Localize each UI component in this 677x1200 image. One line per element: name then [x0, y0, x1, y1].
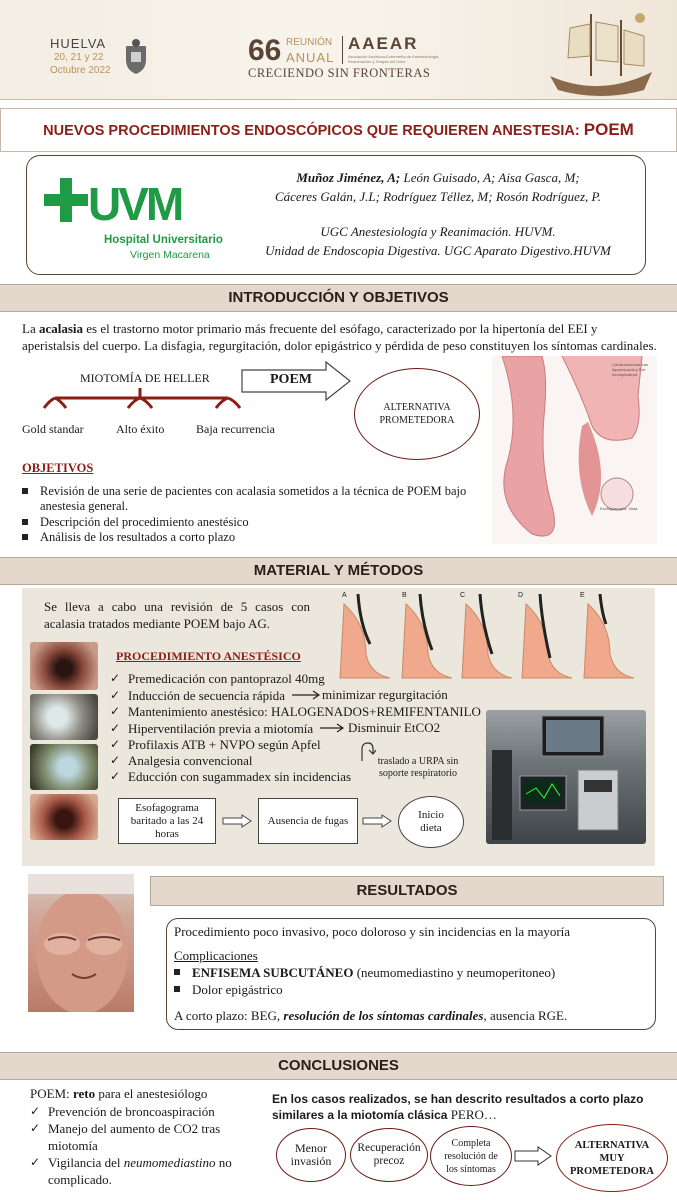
authors-line1-rest: León Guisado, A; Aisa Gasca, M;: [400, 170, 580, 185]
complication-1-rest: (neumomediastino y neumoperitoneo): [353, 965, 556, 980]
flow-step-3: Inicio dieta: [398, 796, 464, 848]
conclusion-item-3-end: no complicado.: [48, 1155, 232, 1187]
objectives-title: OBJETIVOS: [22, 461, 94, 475]
operating-room-photo: [486, 710, 646, 844]
conclusions-heading: CONCLUSIONES: [0, 1052, 677, 1080]
endoscopy-photo-4: [30, 794, 98, 840]
conclusion-summary: [272, 1091, 652, 1123]
svg-text:UVM: UVM: [88, 178, 182, 230]
intro-p-bold: acalasia: [38, 321, 84, 336]
procedure-item-2: ✓ Inducción de secuencia rápida: [128, 687, 285, 704]
flow-arrow-icon: [222, 814, 252, 828]
arrow-right-icon: [292, 690, 322, 700]
heller-label: MIOTOMÍA DE HELLER: [80, 371, 210, 385]
intro-p-rest: es el trastorno motor primario más frecuente del esófago, caracterizado por la hipertonía del EEI y aperistalsis del cuerpo. La disfagia, regurgitación, dolor epigástrico y pérdida de peso constituyen los síntomas cardinales.: [22, 321, 657, 353]
urpa-note: traslado a URPA sin soporte respiratorio: [377, 756, 459, 779]
methods-intro: Se lleva a cabo una revisión de 5 casos con acalasia tratados mediante POEM bajo AG.: [44, 599, 310, 631]
conclusion-item-2: ✓ Manejo del aumento de CO2 tras miotomía: [48, 1120, 238, 1154]
branch-baja-recurrencia: Baja recurrencia: [196, 422, 275, 436]
header-city: HUELVA: [50, 36, 107, 51]
endoscopy-photo-2: [30, 694, 98, 740]
methods-heading: MATERIAL Y MÉTODOS: [0, 557, 677, 585]
conclusion-item-3-start: Vigilancia del: [48, 1155, 124, 1170]
crest-icon: [122, 38, 150, 76]
intro-heading: INTRODUCCIÓN Y OBJETIVOS: [0, 284, 677, 312]
conclusion-pero: PERO…: [447, 1107, 497, 1122]
endoscopy-photo-1: [30, 642, 98, 690]
conclusion-item-1: ✓ Prevención de broncoaspiración: [48, 1103, 215, 1120]
intro-paragraph: [22, 320, 658, 354]
header-number: 66: [248, 34, 282, 67]
stage-label-e: E: [580, 592, 585, 599]
note-hyperventilation: Disminuir EtCO2: [348, 720, 441, 735]
flow-step-2: Ausencia de fugas: [258, 798, 358, 844]
branch-alto-exito: Alto éxito: [116, 422, 165, 436]
flow-arrow-icon: [362, 814, 392, 828]
authors-line2: Cáceres Galán, J.L; Rodríguez Téllez, M; Rosón Rodríguez, P.: [274, 189, 602, 204]
conclusion-oval-1: Menor invasión: [276, 1128, 346, 1182]
esophagus-drawing: [492, 356, 657, 544]
authors-line1: [238, 170, 638, 186]
objective-3: Análisis de los resultados a corto plazo: [40, 530, 236, 544]
poem-label: POEM: [270, 372, 312, 387]
stage-label-a: A: [342, 592, 347, 599]
header-slogan: CRECIENDO SIN FRONTERAS: [248, 66, 431, 80]
procedure-item-1: ✓ Premedicación con pantoprazol 40mg: [128, 670, 325, 687]
intro-p-start: La: [22, 321, 39, 336]
results-line1: Procedimiento poco invasivo, poco doloroso y sin incidencias en la mayoría: [174, 924, 571, 939]
conclusion-poem-label: POEM:: [30, 1086, 73, 1101]
page-title: [0, 120, 677, 140]
branch-gold-standar: Gold standar: [22, 422, 84, 436]
header-divider: [342, 36, 343, 64]
alternative-oval: ALTERNATIVA PROMETEDORA: [354, 368, 480, 460]
affiliation-2: Unidad de Endoscopia Digestiva. UGC Aparato Digestivo.HUVM: [265, 243, 611, 258]
complication-1-bold: ENFISEMA SUBCUTÁNEO: [192, 965, 354, 980]
stage-label-c: C: [460, 592, 466, 599]
conclusion-oval-3: Completa resolución de los síntomas: [430, 1126, 512, 1186]
esophagus-illustration: [492, 356, 657, 544]
conclusion-oval-2: Recuperación precoz: [350, 1128, 428, 1182]
figure-note-1: Cardiomiotomía tras laparoscopia y Dor funduplicatura: [612, 362, 649, 377]
endoscopy-photo-3: [30, 744, 98, 790]
header-reunion: REUNIÓN: [286, 37, 333, 48]
huvm-logo: [44, 176, 224, 236]
procedure-title: PROCEDIMIENTO ANESTÉSICO: [116, 649, 301, 663]
results-heading: RESULTADOS: [150, 876, 664, 906]
conclusion-arrow-icon: [514, 1146, 552, 1166]
equipment-drawing: [486, 710, 646, 844]
flow-step-1: Esofagograma baritado a las 24 horas: [118, 798, 216, 844]
arrow-right-icon: [320, 723, 346, 733]
note-rsi: minimizar regurgitación: [322, 687, 448, 702]
procedure-item-7: ✓ Educción con sugammadex sin incidencias: [128, 768, 351, 785]
ship-icon: [540, 6, 660, 100]
logo-line2: Virgen Macarena: [130, 249, 210, 261]
logo-line1: Hospital Universitario: [104, 234, 223, 246]
conclusion-poem-rest: para el anestesiólogo: [95, 1086, 208, 1101]
header-anual: ANUAL: [286, 50, 335, 65]
affiliation-1: UGC Anestesiología y Reanimación. HUVM.: [320, 224, 556, 239]
complications-title: Complicaciones: [174, 948, 258, 963]
complication-2: Dolor epigástrico: [192, 982, 283, 997]
objective-2: Descripción del procedimiento anestésico: [40, 515, 249, 529]
conclusion-item-3: [48, 1154, 248, 1188]
stage-label-b: B: [402, 592, 407, 599]
page-title-accent: POEM: [583, 120, 634, 139]
short-end: , ausencia RGE.: [483, 1008, 568, 1023]
header-society: AAEAR: [348, 34, 419, 53]
first-author: Muñoz Jiménez, A;: [296, 170, 401, 185]
procedure-item-6: ✓ Analgesia convencional: [128, 752, 253, 769]
conclusion-reto: reto: [72, 1086, 96, 1101]
complication-1: [192, 965, 555, 980]
short-start: A corto plazo: BEG,: [174, 1008, 284, 1023]
figure-note-2: Esofagoscopia: Vista: [600, 506, 638, 511]
page-title-main: NUEVOS PROCEDIMIENTOS ENDOSCÓPICOS QUE REQUIEREN ANESTESIA:: [43, 123, 584, 139]
header-dates: 20, 21 y 22: [54, 52, 104, 63]
poem-stages-figure: [336, 594, 648, 680]
header-month: Octubre 2022: [50, 65, 111, 76]
stage-label-d: D: [518, 592, 524, 599]
objective-1: Revisión de una serie de pacientes con acalasia sometidos a la técnica de POEM bajo anestesia general.: [40, 484, 480, 514]
patient-face-drawing: [28, 874, 134, 1012]
procedure-item-3: ✓ Mantenimiento anestésico: HALOGENADOS+REMIFENTANILO: [128, 703, 481, 720]
patient-photo: [28, 874, 134, 1012]
conclusion-summary-text: En los casos realizados, se han descrito resultados a corto plazo similares a la miotomía clásica: [272, 1092, 644, 1122]
final-alternative-oval: ALTERNATIVA MUY PROMETEDORA: [556, 1124, 668, 1192]
conclusion-poem: [30, 1086, 207, 1102]
conclusion-item-3-em: neumomediastino: [123, 1155, 216, 1170]
short-term-results: [174, 1008, 567, 1024]
short-em: resolución de los síntomas cardinales: [283, 1008, 484, 1023]
procedure-item-4: ✓ Hiperventilación previa a miotomía: [128, 720, 313, 737]
procedure-item-5: ✓ Profilaxis ATB + NVPO según Apfel: [128, 736, 321, 753]
header-society-sub: Asociación Andaluza-Extremeña de Anestesiología, Reanimación y Terapia del Dolor: [348, 54, 440, 64]
